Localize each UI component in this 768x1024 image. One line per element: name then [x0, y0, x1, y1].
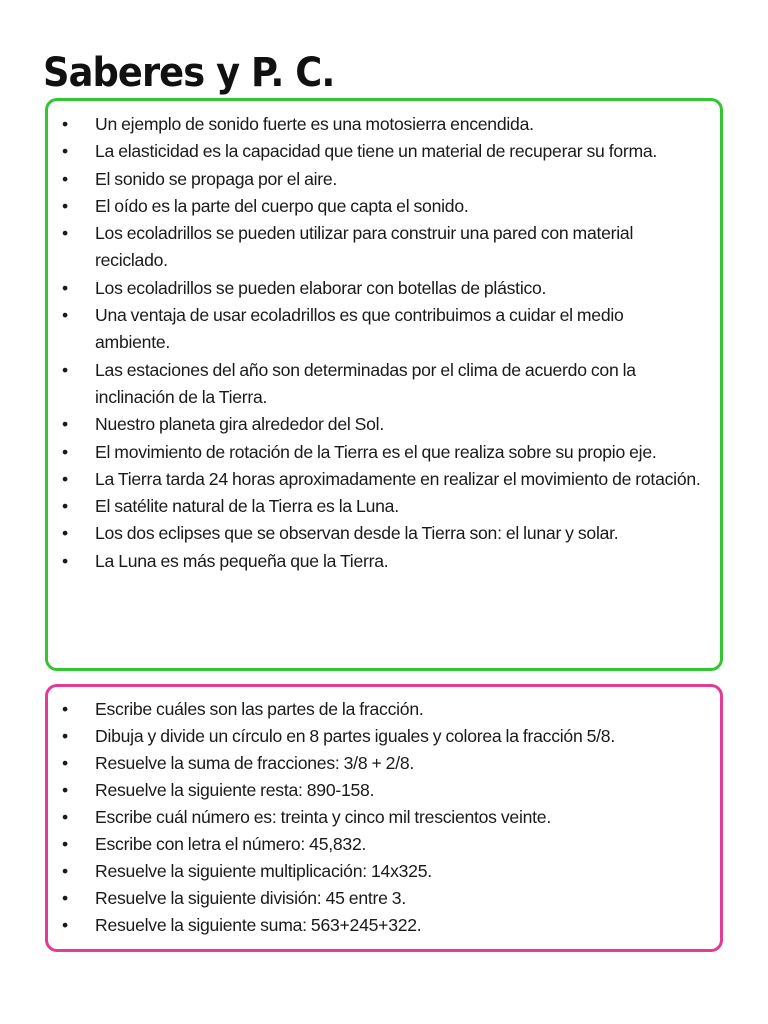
list-item-text: Resuelve la siguiente multiplicación: 14x325. — [95, 861, 432, 881]
list-item — [59, 750, 702, 777]
page-title: Saberes y P. C. — [43, 50, 335, 96]
bullet-icon: • — [62, 726, 68, 746]
list-item — [59, 548, 702, 575]
bullet-icon: • — [62, 780, 68, 800]
list-item — [59, 411, 702, 438]
list-item-text: El oído es la parte del cuerpo que capta el sonido. — [95, 195, 469, 216]
list-item — [59, 193, 702, 220]
ejercicios-box — [45, 684, 723, 952]
bullet-icon: • — [62, 888, 68, 908]
list-item — [59, 466, 702, 493]
bullet-icon: • — [62, 195, 68, 216]
list-item-text: El movimiento de rotación de la Tierra es el que realiza sobre su propio eje. — [95, 441, 657, 462]
bullet-icon: • — [62, 915, 68, 935]
bullet-icon: • — [62, 861, 68, 881]
bullet-icon: • — [62, 359, 68, 380]
list-item-text: El satélite natural de la Tierra es la Luna. — [95, 496, 399, 517]
list-item-text: Los dos eclipses que se observan desde la Tierra son: el lunar y solar. — [95, 523, 619, 544]
list-item — [59, 831, 702, 858]
bullet-icon: • — [62, 699, 68, 719]
list-item — [59, 220, 702, 275]
bullet-icon: • — [62, 496, 68, 517]
bullet-icon: • — [62, 168, 68, 189]
list-item — [59, 166, 702, 193]
bullet-icon: • — [62, 807, 68, 827]
list-item-text: Escribe con letra el número: 45,832. — [95, 834, 367, 854]
list-item — [59, 858, 702, 885]
list-item-text: La elasticidad es la capacidad que tiene un material de recuperar su forma. — [95, 141, 658, 162]
list-item — [59, 302, 702, 357]
list-item-text: Una ventaja de usar ecoladrillos es que contribuimos a cuidar el medio ambiente. — [95, 305, 624, 353]
list-item-text: Resuelve la siguiente resta: 890-158. — [95, 780, 375, 800]
list-item-text: Escribe cuál número es: treinta y cinco mil trescientos veinte. — [95, 807, 551, 827]
list-item-text: Resuelve la suma de fracciones: 3/8 + 2/8. — [95, 753, 415, 773]
list-item — [59, 439, 702, 466]
bullet-icon: • — [62, 114, 68, 134]
bullet-icon: • — [62, 834, 68, 854]
list-item — [59, 520, 702, 547]
list-item — [59, 111, 702, 138]
list-item — [59, 804, 702, 831]
bullet-icon: • — [62, 414, 68, 435]
bullet-icon: • — [62, 277, 68, 298]
list-item-text: Nuestro planeta gira alrededor del Sol. — [95, 414, 384, 435]
list-item-text: Los ecoladrillos se pueden utilizar para construir una pared con material reciclado. — [95, 223, 634, 271]
list-item — [59, 912, 702, 939]
list-item — [59, 885, 702, 912]
saberes-list — [59, 111, 702, 575]
ejercicios-list — [59, 696, 702, 939]
bullet-icon: • — [62, 523, 68, 544]
list-item-text: Resuelve la siguiente división: 45 entre 3. — [95, 888, 406, 908]
bullet-icon: • — [62, 441, 68, 462]
list-item-text: El sonido se propaga por el aire. — [95, 168, 338, 189]
bullet-icon: • — [62, 550, 68, 571]
list-item-text: La Luna es más pequeña que la Tierra. — [95, 550, 389, 571]
list-item-text: Las estaciones del año son determinadas por el clima de acuerdo con la inclinación de la Tierra. — [95, 359, 636, 407]
list-item — [59, 493, 702, 520]
list-item-text: La Tierra tarda 24 horas aproximadamente en realizar el movimiento de rotación. — [95, 468, 701, 489]
list-item-text: Un ejemplo de sonido fuerte es una motosierra encendida. — [95, 114, 534, 134]
bullet-icon: • — [62, 223, 68, 244]
list-item-text: Los ecoladrillos se pueden elaborar con botellas de plástico. — [95, 277, 547, 298]
list-item — [59, 723, 702, 750]
list-item-text: Dibuja y divide un círculo en 8 partes iguales y colorea la fracción 5/8. — [95, 726, 615, 746]
bullet-icon: • — [62, 141, 68, 162]
bullet-icon: • — [62, 753, 68, 773]
list-item — [59, 777, 702, 804]
saberes-box — [45, 98, 723, 671]
list-item — [59, 696, 702, 723]
bullet-icon: • — [62, 468, 68, 489]
list-item — [59, 275, 702, 302]
list-item-text: Escribe cuáles son las partes de la fracción. — [95, 699, 424, 719]
list-item — [59, 138, 702, 165]
list-item — [59, 357, 702, 412]
bullet-icon: • — [62, 305, 68, 326]
list-item-text: Resuelve la siguiente suma: 563+245+322. — [95, 915, 422, 935]
